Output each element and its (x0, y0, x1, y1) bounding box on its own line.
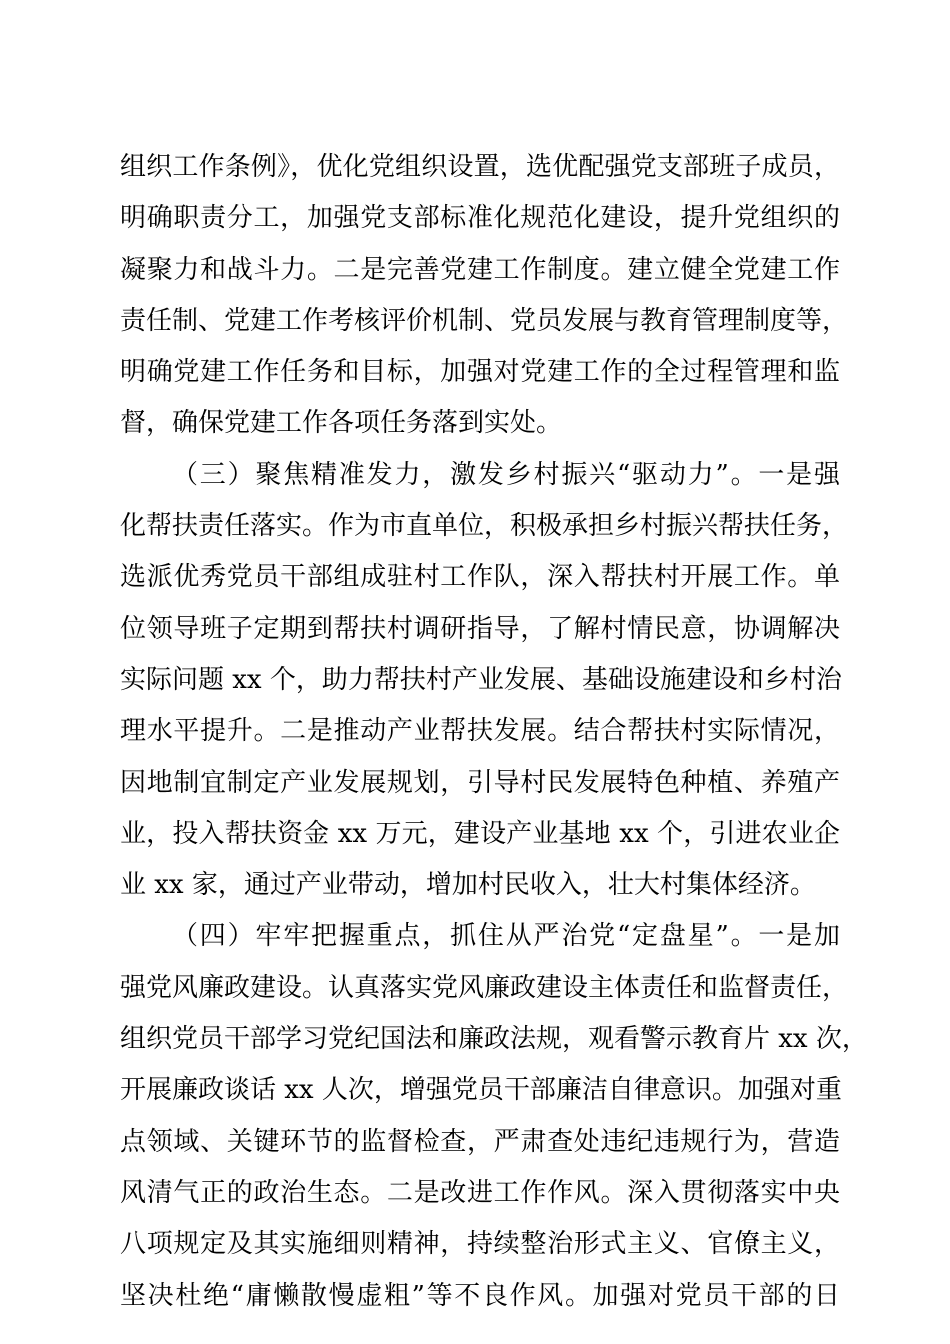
text-line: 组织工作条例》，优化党组织设置，选优配强党支部班子成员， (120, 152, 840, 182)
text-line: 位领导班子定期到帮扶村调研指导，了解村情民意，协调解决 (120, 613, 840, 644)
text-line: 业，投入帮扶资金 xx 万元，建设产业基地 xx 个，引进农业企 (120, 818, 840, 849)
text-line: 点领域、关键环节的监督检查，严肃查处违纪违规行为，营造 (120, 1126, 840, 1157)
text-line: 理水平提升。二是推动产业帮扶发展。结合帮扶村实际情况， (120, 716, 840, 747)
text-line: 风清气正的政治生态。二是改进工作作风。深入贯彻落实中央 (120, 1177, 840, 1208)
text-line: 明确党建工作任务和目标，加强对党建工作的全过程管理和监 (120, 357, 840, 388)
text-line: 开展廉政谈话 xx 人次，增强党员干部廉洁自律意识。加强对重 (120, 1075, 842, 1106)
text-line: 强党风廉政建设。认真落实党风廉政建设主体责任和监督责任， (120, 972, 849, 1003)
paragraph-continuation (120, 143, 849, 451)
section-heading-line: （四）牢牢把握重点，抓住从严治党“定盘星”。一是加 (172, 921, 840, 952)
text-line: 督，确保党建工作各项任务落到实处。 (120, 408, 563, 439)
text-line: 选派优秀党员干部组成驻村工作队，深入帮扶村开展工作。单 (120, 562, 840, 593)
text-line: 责任制、党建工作考核评价机制、党员发展与教育管理制度等， (120, 305, 849, 336)
section-heading-line: （三）聚焦精准发力，激发乡村振兴“驱动力”。一是强 (172, 459, 840, 490)
document-body (120, 143, 868, 1323)
text-line: 明确职责分工，加强党支部标准化规范化建设，提升党组织的 (120, 203, 840, 234)
text-line: 坚决杜绝“庸懒散慢虚粗”等不良作风。加强对党员干部的日 (120, 1280, 840, 1311)
text-line: 化帮扶责任落实。作为市直单位，积极承担乡村振兴帮扶任务， (120, 511, 849, 542)
text-line: 凝聚力和战斗力。二是完善党建工作制度。建立健全党建工作 (120, 254, 840, 285)
text-line: 因地制宜制定产业发展规划，引导村民发展特色种植、养殖产 (120, 767, 840, 798)
text-line: 八项规定及其实施细则精神，持续整治形式主义、官僚主义， (120, 1229, 840, 1260)
paragraph-section-3 (120, 451, 849, 913)
paragraph-section-4 (120, 912, 868, 1322)
text-line: 实际问题 xx 个，助力帮扶村产业发展、基础设施建设和乡村治 (120, 664, 842, 695)
text-line: 业 xx 家，通过产业带动，增加村民收入，壮大村集体经济。 (120, 870, 816, 901)
text-line: 组织党员干部学习党纪国法和廉政法规，观看警示教育片 xx 次， (120, 1024, 868, 1055)
